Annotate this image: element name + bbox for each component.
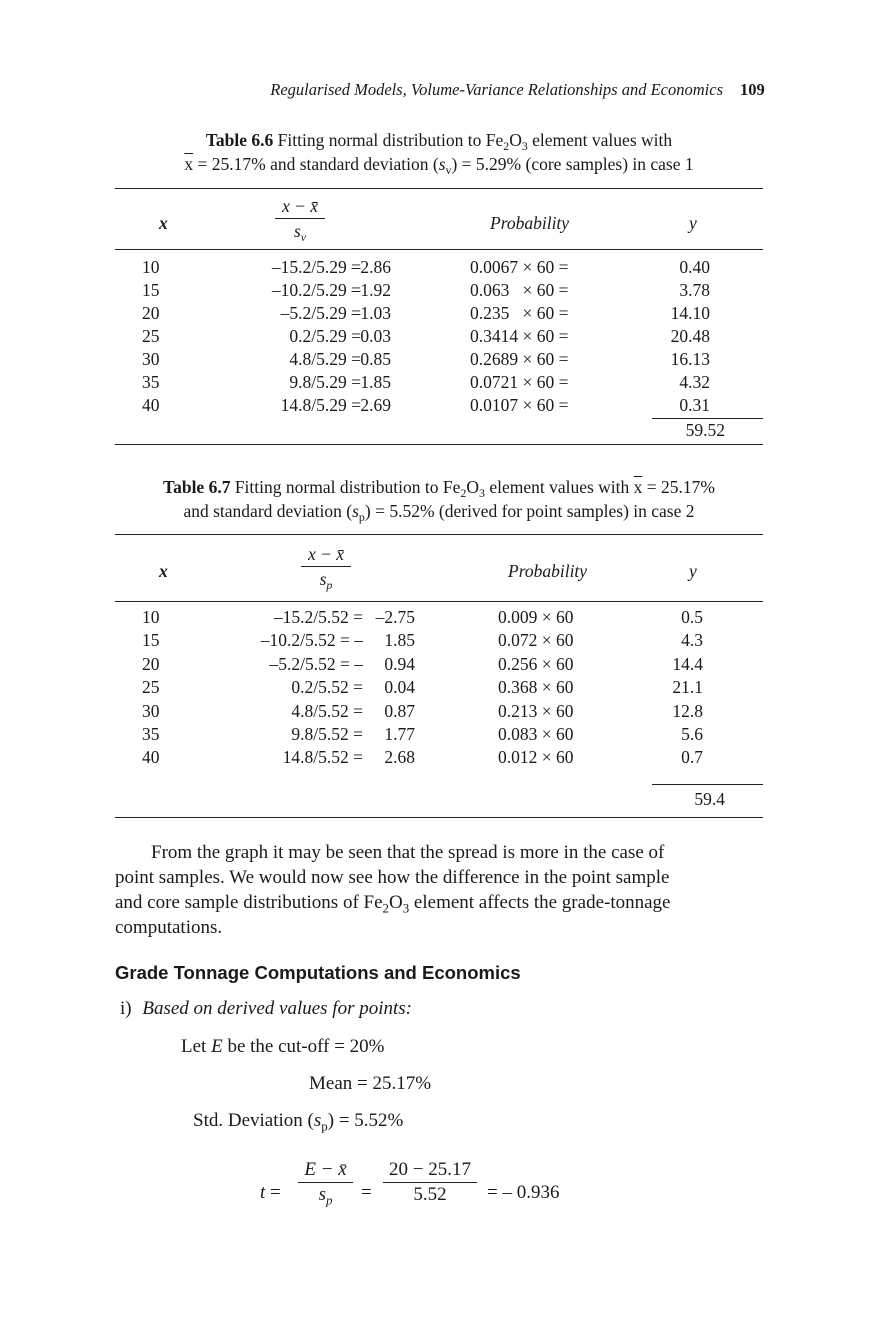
- cell-x: 25: [142, 326, 160, 346]
- subscript: v: [300, 230, 307, 245]
- s-symbol: s: [438, 154, 446, 174]
- cell-y: 4.32: [679, 372, 710, 392]
- col-header-y: y: [689, 561, 697, 581]
- body-paragraph: [115, 840, 765, 940]
- cell-expression: 0.2/5.29 =: [289, 326, 361, 346]
- subscript: 2: [460, 486, 467, 501]
- caption-text: element values with: [484, 477, 634, 497]
- caption-line-2: [115, 499, 763, 523]
- list-text: Based on derived values for points:: [142, 998, 413, 1019]
- table-label: Table 6.6: [205, 130, 274, 150]
- cell-x: 30: [142, 349, 160, 369]
- subscript: 3: [402, 900, 410, 916]
- running-title: Regularised Models, Volume-Variance Relationships and Economics: [270, 80, 723, 99]
- frac-bar: [275, 218, 325, 219]
- cell-y: 14.10: [670, 303, 710, 323]
- cell-z-value: 0.94: [384, 653, 415, 674]
- cell-x: 20: [142, 653, 160, 674]
- equals-sign: =: [361, 1182, 372, 1203]
- cell-probability: 0.3414 × 60 =: [470, 326, 569, 346]
- cell-expression: –5.2/5.52 = –: [269, 653, 363, 674]
- cell-z-value: 1.85: [384, 630, 415, 651]
- cell-probability: 0.0721 × 60 =: [470, 372, 569, 392]
- subscript: p: [358, 510, 365, 525]
- header-rule: [115, 249, 763, 250]
- table-6-7: [115, 534, 763, 819]
- cell-probability: 0.256 × 60: [498, 653, 574, 674]
- col-header-y: y: [689, 213, 697, 233]
- cell-x: 30: [142, 700, 160, 721]
- list-item: [120, 998, 412, 1020]
- cell-expression: 0.2/5.52 =: [291, 677, 363, 698]
- subscript: p: [326, 578, 333, 593]
- col-header-x: x: [159, 213, 168, 233]
- col-header-probability: Probability: [508, 561, 588, 581]
- cell-z-value: –1.03: [351, 303, 391, 323]
- text-line: From the graph it may be seen that the spread is more in the case of: [151, 842, 665, 863]
- cell-z-value: 1.77: [384, 724, 415, 744]
- cell-x: 40: [142, 395, 160, 415]
- table-6-6-caption: [115, 128, 763, 176]
- text-span: Std. Deviation (: [193, 1110, 314, 1131]
- cell-expression: –5.2/5.29 =: [280, 303, 361, 323]
- caption-text: and standard deviation (: [183, 501, 353, 521]
- cell-y: 21.1: [672, 677, 703, 698]
- text-span: element affects the grade-tonnage: [409, 892, 671, 913]
- cell-x: 20: [142, 303, 160, 323]
- cell-y: 4.3: [681, 630, 703, 651]
- cell-z-value: 0.03: [360, 326, 391, 346]
- caption-text: = 25.17% and standard deviation (: [193, 154, 439, 174]
- cell-probability: 0.083 × 60: [498, 724, 574, 744]
- subscript: 2: [382, 900, 389, 916]
- cell-expression: 4.8/5.29 =: [289, 349, 361, 369]
- cell-y: 0.7: [681, 747, 703, 768]
- subscript: p: [325, 1192, 333, 1208]
- running-header: [0, 80, 878, 104]
- subscript: p: [321, 1118, 328, 1134]
- cell-y: 16.13: [670, 349, 710, 369]
- frac-bar: [301, 566, 351, 567]
- cell-probability: 0.2689 × 60 =: [470, 349, 569, 369]
- col-header-z: [301, 544, 351, 593]
- cell-expression: 4.8/5.52 =: [291, 700, 363, 721]
- cell-y: 20.48: [670, 326, 710, 346]
- caption-text: ) = 5.29% (core samples) in case 1: [451, 154, 694, 174]
- total-value: 59.52: [685, 420, 725, 440]
- cell-probability: 0.0067 × 60 =: [470, 257, 569, 277]
- cell-x: 10: [142, 257, 160, 277]
- cell-probability: 0.235 × 60 =: [470, 303, 569, 323]
- cell-probability: 0.368 × 60: [498, 677, 574, 698]
- cell-x: 40: [142, 747, 160, 768]
- col-header-probability: Probability: [490, 213, 570, 233]
- frac-denominator: 5.52: [413, 1184, 447, 1205]
- text-line: point samples. We would now see how the difference in the point sample: [115, 867, 670, 888]
- cell-x: 35: [142, 372, 160, 392]
- caption-text: element values with: [527, 130, 673, 150]
- text-line: computations.: [115, 917, 223, 938]
- header-rule: [115, 601, 763, 602]
- e-symbol: E: [211, 1036, 223, 1057]
- t-result: = – 0.936: [487, 1182, 560, 1203]
- cell-y: 0.40: [679, 257, 710, 277]
- cell-expression: 9.8/5.52 =: [291, 724, 363, 744]
- text-line: [115, 890, 765, 915]
- cell-y: 12.8: [672, 700, 703, 721]
- page-number: 109: [740, 80, 765, 99]
- col-header-z: [275, 196, 325, 245]
- fraction-numeric: [383, 1160, 477, 1205]
- text-span: O: [388, 892, 403, 913]
- subscript: 2: [503, 139, 510, 154]
- total-value: 59.4: [694, 789, 725, 809]
- col-header-x: x: [159, 561, 168, 581]
- frac-denominator: s: [319, 569, 327, 589]
- std-line: [193, 1110, 403, 1132]
- caption-text: ) = 5.52% (derived for point samples) in case 2: [364, 501, 695, 521]
- cell-x: 10: [142, 607, 160, 627]
- s-symbol: s: [313, 1110, 322, 1131]
- sum-rule: [652, 784, 763, 785]
- cell-y: 14.4: [672, 653, 703, 674]
- cell-expression: 9.8/5.29 =: [289, 372, 361, 392]
- cell-x: 15: [142, 630, 160, 651]
- text-span: be the cut-off = 20%: [222, 1036, 385, 1057]
- cell-x: 15: [142, 280, 160, 300]
- x-bar-symbol: $\overline{x}$: [633, 477, 643, 497]
- frac-denominator: s: [318, 1184, 326, 1205]
- frac-numerator: 20 − 25.17: [389, 1159, 471, 1180]
- cell-x: 35: [142, 724, 160, 744]
- s-symbol: s: [352, 501, 359, 521]
- cell-probability: 0.009 × 60: [498, 607, 574, 627]
- cell-z-value: 2.68: [384, 747, 415, 768]
- x-bar-symbol: $\overline{x}$: [184, 154, 194, 174]
- cell-probability: 0.213 × 60: [498, 700, 574, 721]
- caption-text: O: [466, 477, 479, 497]
- subscript: 3: [478, 486, 485, 501]
- cell-y: 0.5: [681, 607, 703, 627]
- cell-z-value: 0.04: [384, 677, 415, 698]
- caption-line-2: [115, 152, 763, 176]
- cell-z-value: –1.92: [351, 280, 391, 300]
- cell-y: 3.78: [679, 280, 710, 300]
- table-bottom-rule: [115, 444, 763, 445]
- frac-numerator: E − x̄: [304, 1159, 347, 1180]
- mean-line: Mean = 25.17%: [309, 1073, 432, 1094]
- caption-line-1: [115, 128, 763, 152]
- cell-expression: –10.2/5.29 =: [271, 280, 361, 300]
- frac-bar: [298, 1182, 353, 1183]
- caption-text: Fitting normal distribution to Fe: [234, 477, 461, 497]
- table-label: Table 6.7: [163, 477, 231, 497]
- caption-line-1: [115, 475, 763, 499]
- cell-expression: –15.2/5.29 =: [271, 257, 361, 277]
- text-span: and core sample distributions of Fe: [115, 892, 383, 913]
- caption-text: O: [509, 130, 522, 150]
- table-6-7-caption: [115, 475, 763, 523]
- cell-x: 25: [142, 677, 160, 698]
- table-6-6: [115, 188, 763, 448]
- t-lhs: t =: [260, 1182, 281, 1203]
- table-bottom-rule: [115, 817, 763, 818]
- frac-denominator: s: [293, 221, 301, 241]
- fraction-e-minus-xbar: [298, 1159, 353, 1208]
- text-span: ) = 5.52%: [327, 1110, 404, 1131]
- cell-z-value: –2.86: [351, 257, 391, 277]
- cell-expression: 14.8/5.29 =: [280, 395, 361, 415]
- cell-probability: 0.012 × 60: [498, 747, 574, 768]
- section-heading: Grade Tonnage Computations and Economics: [115, 962, 521, 983]
- cell-expression: –10.2/5.52 = –: [260, 630, 363, 651]
- caption-text: = 25.17%: [642, 477, 715, 497]
- cell-probability: 0.072 × 60: [498, 630, 574, 651]
- cell-z-value: 1.85: [360, 372, 391, 392]
- cell-expression: –15.2/5.52 =: [273, 607, 363, 627]
- subscript: 3: [521, 139, 528, 154]
- cell-z-value: 2.69: [360, 395, 391, 415]
- cell-expression: 14.8/5.52 =: [282, 747, 363, 768]
- frac-numerator: x − x̄: [307, 544, 345, 564]
- sum-rule: [652, 418, 763, 419]
- cell-probability: 0.063 × 60 =: [470, 280, 569, 300]
- cell-z-value: 0.87: [384, 700, 415, 721]
- frac-bar: [383, 1182, 477, 1183]
- subscript: v: [445, 163, 452, 178]
- cell-probability: 0.0107 × 60 =: [470, 395, 569, 415]
- cell-y: 0.31: [679, 395, 710, 415]
- cutoff-line: [181, 1036, 384, 1058]
- list-number: i): [120, 998, 132, 1019]
- caption-text: Fitting normal distribution to Fe: [277, 130, 504, 150]
- frac-numerator: x − x̄: [281, 196, 319, 216]
- cell-z-value: –2.75: [375, 607, 415, 627]
- text-span: Let: [181, 1036, 212, 1057]
- cell-y: 5.6: [681, 724, 703, 744]
- cell-z-value: 0.85: [360, 349, 391, 369]
